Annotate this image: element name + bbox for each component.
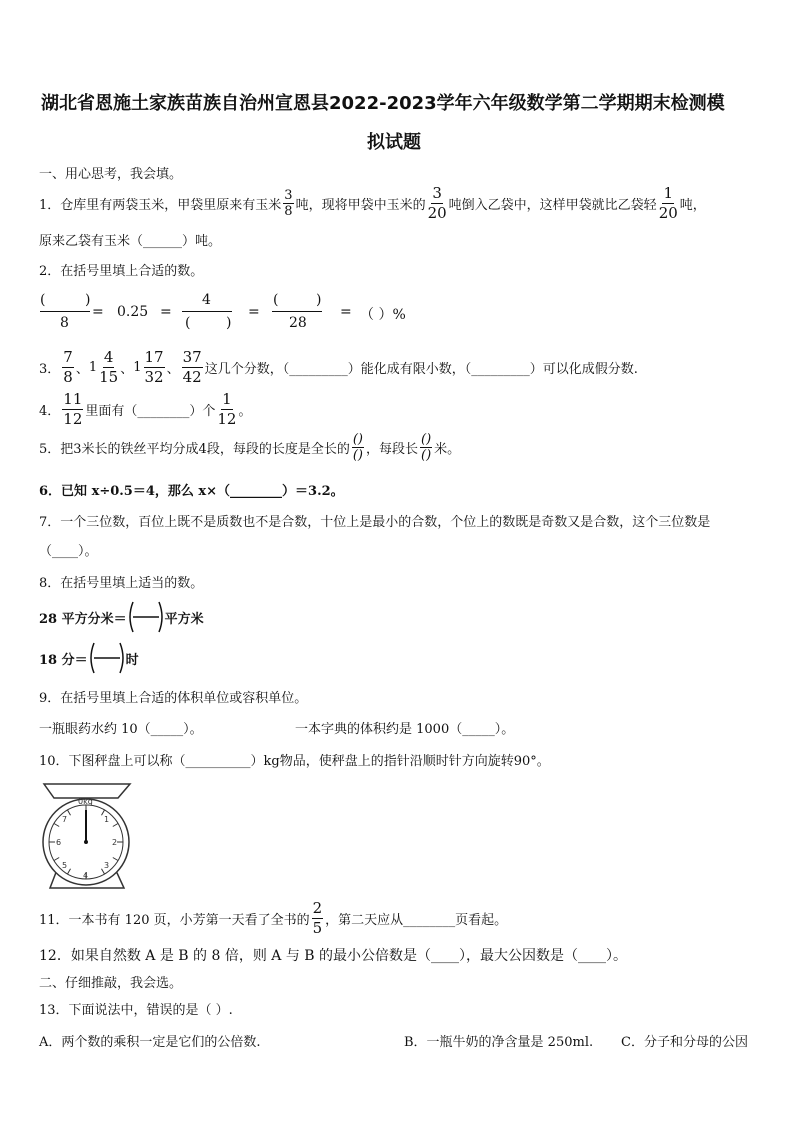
question-9: 9．在括号里填上合适的体积单位或容积单位。 [39,691,308,706]
q3-text: 这几个分数，（_________）能化成有限小数，（_________）可以化成假分数. [204,362,638,377]
q1-text-a: 1．仓库里有两袋玉米，甲袋里原来有玉米 [39,198,282,213]
svg-text:6: 6 [56,838,62,847]
question-11: 11．一本书有 120 页，小芳第一天看了全书的 $\frac{2}{5}$ ，第二天应从________页看起。 [39,899,508,937]
q7-line2: （____）。 [39,544,98,559]
q9-part-b: 一本字典的体积约是 1000（_____）。 [295,722,515,737]
section-2-heading: 二、仔细推敲，我会选。 [39,976,183,991]
q8-paren-blank-1 [127,600,165,634]
q1-text-c: 吨倒入乙袋中，这样甲袋就比乙袋轻 [448,198,657,213]
q2-equation: ( ) 8 = 0.25 = 4 ( ) = ( ) 28 = （ ）% [40,292,406,331]
question-7: 7．一个三位数，百位上既不是质数也不是合数，十位上是最小的合数，个位上的数既是奇数又是合数，这个三位数是 [39,515,711,530]
section-1-heading: 一、用心思考，我会填。 [39,167,183,182]
q2-value-025: 0.25 [117,304,149,320]
q1-line2: 原来乙袋有玉米（______）吨。 [39,234,222,249]
q13-option-c: C．分子和分母的公因 [621,1035,748,1050]
svg-text:2: 2 [112,838,118,847]
q4-fraction-1: $\frac{11}{12}$ [63,390,83,428]
q13-option-a: A．两个数的乘积一定是它们的公倍数. [39,1035,261,1050]
page-title-line2: 拟试题 [367,132,421,153]
q3-fraction-4: $\frac{37}{42}$ [182,348,202,386]
svg-text:4: 4 [83,871,89,880]
question-4: 4． $\frac{11}{12}$ 里面有（________）个 $\frac{1}{12}$ 。 [39,390,252,428]
q5-fraction-2: $\frac{()}{()}$ [421,432,432,463]
q1-text-b: 吨，现将甲袋中玉米的 [295,198,426,213]
question-10: 10．下图秤盘上可以称（__________）kg物品，使秤盘上的指针沿顺时针方向旋转90°。 [39,754,550,769]
q9-part-a: 一瓶眼药水约 10（_____）。 [39,722,203,737]
question-3: 3． $\frac{7}{8}$ 、 1 $\frac{4}{15}$ 、 1 $\frac{17}{32}$ 、 $\frac{37}{42}$ 这几个分数，（_________）能化成有限小数，（_________）可以化成假分数. [39,348,638,386]
q2-den-8: 8 [60,315,69,331]
q1-text-d: 吨， [679,198,706,213]
q8-line2: 18 分＝ 时 [39,641,139,675]
question-13: 13．下面说法中，错误的是（ ）. [39,1003,233,1018]
svg-text:1: 1 [104,815,110,824]
question-12: 12．如果自然数 A 是 B 的 8 倍，则 A 与 B 的最小公倍数是（____），最大公因数是（____）。 [39,948,628,964]
scale-label-0kg: 0kg [78,797,93,806]
svg-text:5: 5 [62,861,68,870]
question-1 [39,184,706,223]
q8-line1: 28 平方分米＝ 平方米 [39,600,204,634]
q1-fraction-1: $\frac{3}{8}$ [284,188,293,219]
q4-fraction-2: $\frac{1}{12}$ [217,390,237,428]
q5-fraction-1: $\frac{()}{()}$ [352,432,363,463]
question-2: 2．在括号里填上合适的数。 [39,264,204,279]
question-8: 8．在括号里填上适当的数。 [39,576,204,591]
page-title: 湖北省恩施土家族苗族自治州宣恩县2022-2023学年六年级数学第二学期期末检测模 [41,93,725,114]
question-6: 6．已知 x÷0.5＝4，那么 x×（________）＝3.2。 [39,484,344,499]
q3-fraction-3: $\frac{17}{32}$ [144,348,164,386]
q2-den-28: 28 [289,315,307,331]
q1-fraction-2: $\frac{3}{20}$ [427,184,447,222]
q13-option-b: B．一瓶牛奶的净含量是 250ml. [404,1035,594,1050]
scale-figure [38,780,134,892]
svg-text:7: 7 [62,815,68,824]
svg-text:3: 3 [104,861,110,870]
q1-fraction-3: $\frac{1}{20}$ [658,184,678,222]
question-5: 5．把3米长的铁丝平均分成4段，每段的长度是全长的 $\frac{()}{()}$ ，每段长 $\frac{()}{()}$ 米。 [39,432,461,463]
q11-fraction: $\frac{2}{5}$ [312,899,323,937]
q3-fraction-1: $\frac{7}{8}$ [63,348,73,386]
q2-num-4: 4 [202,292,211,308]
q8-paren-blank-2 [88,641,126,675]
q2-percent: （ ）% [360,307,406,323]
q3-fraction-2: $\frac{4}{15}$ [99,348,119,386]
